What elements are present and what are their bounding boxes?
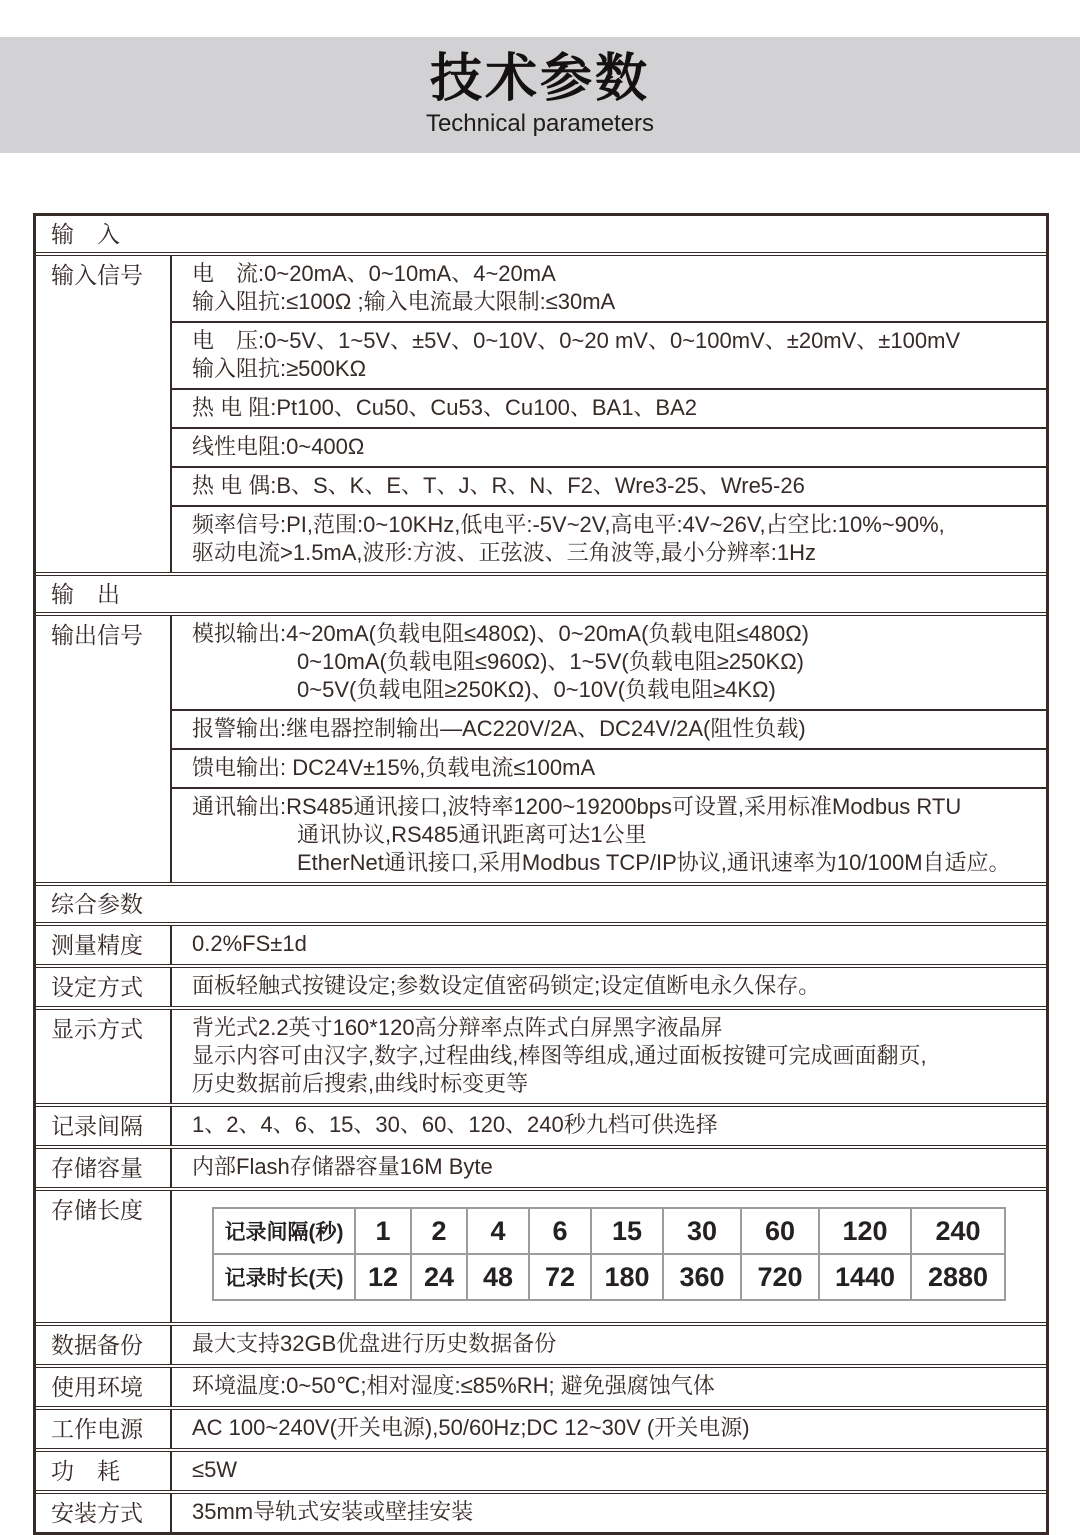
spec-item [172,1494,1046,1531]
row-label: 设定方式 [36,968,172,1006]
spec-line: 0.2%FS±1d [192,931,307,956]
spec-line: 热 电 阻:Pt100、Cu50、Cu53、Cu100、BA1、BA2 [192,395,698,420]
spec-line: 线性电阻:0~400Ω [192,434,365,459]
row-content [172,1494,1046,1532]
row-storage-length [36,1187,1046,1322]
row-input-section [36,216,1046,252]
row-label: 测量精度 [36,926,172,964]
row-mounting [36,1490,1046,1532]
row-label: 输 出 [51,581,120,607]
row-label: 工作电源 [36,1410,172,1448]
spec-line: 背光式2.2英寸160*120高分辩率点阵式白屏黑字液晶屏 [192,1015,723,1040]
storage-length-table [212,1207,1006,1301]
spec-item [172,1326,1046,1363]
spec-line: 电 压:0~5V、1~5V、±5V、0~10V、0~20 mV、0~100mV、±20mV、±100mV [192,328,961,353]
row-content [172,256,1046,572]
row-content [172,616,1046,882]
row-label: 存储长度 [36,1191,172,1322]
row-label: 显示方式 [36,1010,172,1103]
spec-item [172,1149,1046,1186]
spec-item [172,968,1046,1005]
spec-line: AC 100~240V(开关电源),50/60Hz;DC 12~30V (开关电源) [192,1415,750,1440]
storage-cell: 48 [467,1254,529,1300]
row-input-signal [36,252,1046,572]
spec-line: 输入阻抗:≤100Ω ;输入电流最大限制:≤30mA [192,289,616,314]
row-content [172,968,1046,1006]
spec-item [172,1410,1046,1447]
row-record-interval [36,1103,1046,1145]
storage-cell: 4 [467,1208,529,1254]
row-label: 安装方式 [36,1494,172,1532]
spec-line: 模拟输出:4~20mA(负载电阻≤480Ω)、0~20mA(负载电阻≤480Ω) [192,621,809,646]
storage-cell: 180 [591,1254,663,1300]
spec-line: 环境温度:0~50℃;相对湿度:≤85%RH; 避免强腐蚀气体 [192,1373,715,1398]
row-general-section [36,882,1046,922]
spec-line: ≤5W [192,1457,238,1482]
spec-line: 历史数据前后搜索,曲线时标变更等 [192,1071,529,1096]
row-label: 功 耗 [36,1452,172,1490]
storage-cell: 记录时长(天) [213,1254,355,1300]
row-accuracy [36,922,1046,964]
row-label: 使用环境 [36,1368,172,1406]
row-label: 输出信号 [36,616,172,882]
storage-cell: 12 [355,1254,411,1300]
spec-item [172,926,1046,963]
row-content [172,926,1046,964]
storage-table-row [213,1208,1005,1254]
spec-line: 面板轻触式按键设定;参数设定值密码锁定;设定值断电永久保存。 [192,973,821,998]
row-content [172,1326,1046,1364]
row-power-supply [36,1406,1046,1448]
row-content [172,1107,1046,1145]
spec-item [172,1452,1046,1489]
spec-line: 频率信号:PI,范围:0~10KHz,低电平:-5V~2V,高电平:4V~26V,占空比:10%~90%, [192,512,945,537]
row-power-consumption [36,1448,1046,1490]
storage-cell: 72 [529,1254,591,1300]
row-label: 记录间隔 [36,1107,172,1145]
storage-cell: 24 [411,1254,467,1300]
storage-cell: 720 [741,1254,819,1300]
spec-item [172,321,1046,388]
row-environment [36,1364,1046,1406]
row-label: 综合参数 [51,891,143,917]
spec-item [172,1191,1046,1322]
row-label: 输入信号 [36,256,172,572]
storage-cell: 6 [529,1208,591,1254]
spec-line: 0~10mA(负载电阻≤960Ω)、1~5V(负载电阻≥250KΩ) [297,649,804,674]
storage-cell: 1 [355,1208,411,1254]
row-label: 存储容量 [36,1149,172,1187]
spec-item [172,616,1046,709]
row-storage-capacity [36,1145,1046,1187]
spec-item [172,388,1046,427]
row-content [172,1368,1046,1406]
spec-item [172,256,1046,321]
storage-cell: 240 [911,1208,1005,1254]
spec-item [172,709,1046,748]
storage-cell: 2 [411,1208,467,1254]
storage-cell: 360 [663,1254,741,1300]
row-content [172,1191,1046,1322]
row-display-mode [36,1006,1046,1103]
spec-line: 馈电输出: DC24V±15%,负载电流≤100mA [192,755,596,780]
spec-item [172,787,1046,882]
row-output-section [36,572,1046,612]
row-content [172,1149,1046,1187]
spec-line: 内部Flash存储器容量16M Byte [192,1154,493,1179]
page-title: 技术参数 [429,50,650,108]
spec-line: 电 流:0~20mA、0~10mA、4~20mA [192,261,556,286]
spec-item [172,748,1046,787]
page-subtitle: Technical parameters [425,110,655,137]
spec-line: 最大支持32GB优盘进行历史数据备份 [192,1331,557,1356]
spec-line: 0~5V(负载电阻≥250KΩ)、0~10V(负载电阻≥4KΩ) [297,677,776,702]
spec-line: 显示内容可由汉字,数字,过程曲线,棒图等组成,通过面板按键可完成画面翻页, [192,1043,927,1068]
header-band [0,37,1080,153]
storage-table-row [213,1254,1005,1300]
storage-cell: 60 [741,1208,819,1254]
spec-item [172,427,1046,466]
row-output-signal [36,612,1046,882]
spec-line: 热 电 偶:B、S、K、E、T、J、R、N、F2、Wre3-25、Wre5-26 [192,473,805,498]
storage-cell: 1440 [819,1254,911,1300]
storage-cell: 30 [663,1208,741,1254]
spec-item [172,505,1046,572]
row-content [172,1010,1046,1103]
spec-line: 通讯协议,RS485通讯距离可达1公里 [297,822,647,847]
row-content [172,1410,1046,1448]
storage-cell: 15 [591,1208,663,1254]
spec-item [172,466,1046,505]
storage-cell: 2880 [911,1254,1005,1300]
spec-line: 驱动电流>1.5mA,波形:方波、正弦波、三角波等,最小分辨率:1Hz [192,540,817,565]
spec-item [172,1010,1046,1103]
spec-line: 报警输出:继电器控制输出—AC220V/2A、DC24V/2A(阻性负载) [192,716,806,741]
spec-item [172,1368,1046,1405]
spec-line: EtherNet通讯接口,采用Modbus TCP/IP协议,通讯速率为10/100M自适应。 [297,850,1011,875]
spec-table [33,213,1049,1535]
row-label: 数据备份 [36,1326,172,1364]
spec-line: 输入阻抗:≥500KΩ [192,356,367,381]
row-content [172,1452,1046,1490]
spec-line: 35mm导轨式安装或壁挂安装 [192,1499,474,1524]
storage-cell: 120 [819,1208,911,1254]
storage-cell: 记录间隔(秒) [213,1208,355,1254]
spec-item [172,1107,1046,1144]
row-label: 输 入 [51,221,120,247]
spec-line: 通讯输出:RS485通讯接口,波特率1200~19200bps可设置,采用标准Modbus RTU [192,794,962,819]
spec-line: 1、2、4、6、15、30、60、120、240秒九档可供选择 [192,1112,718,1137]
row-setting-mode [36,964,1046,1006]
